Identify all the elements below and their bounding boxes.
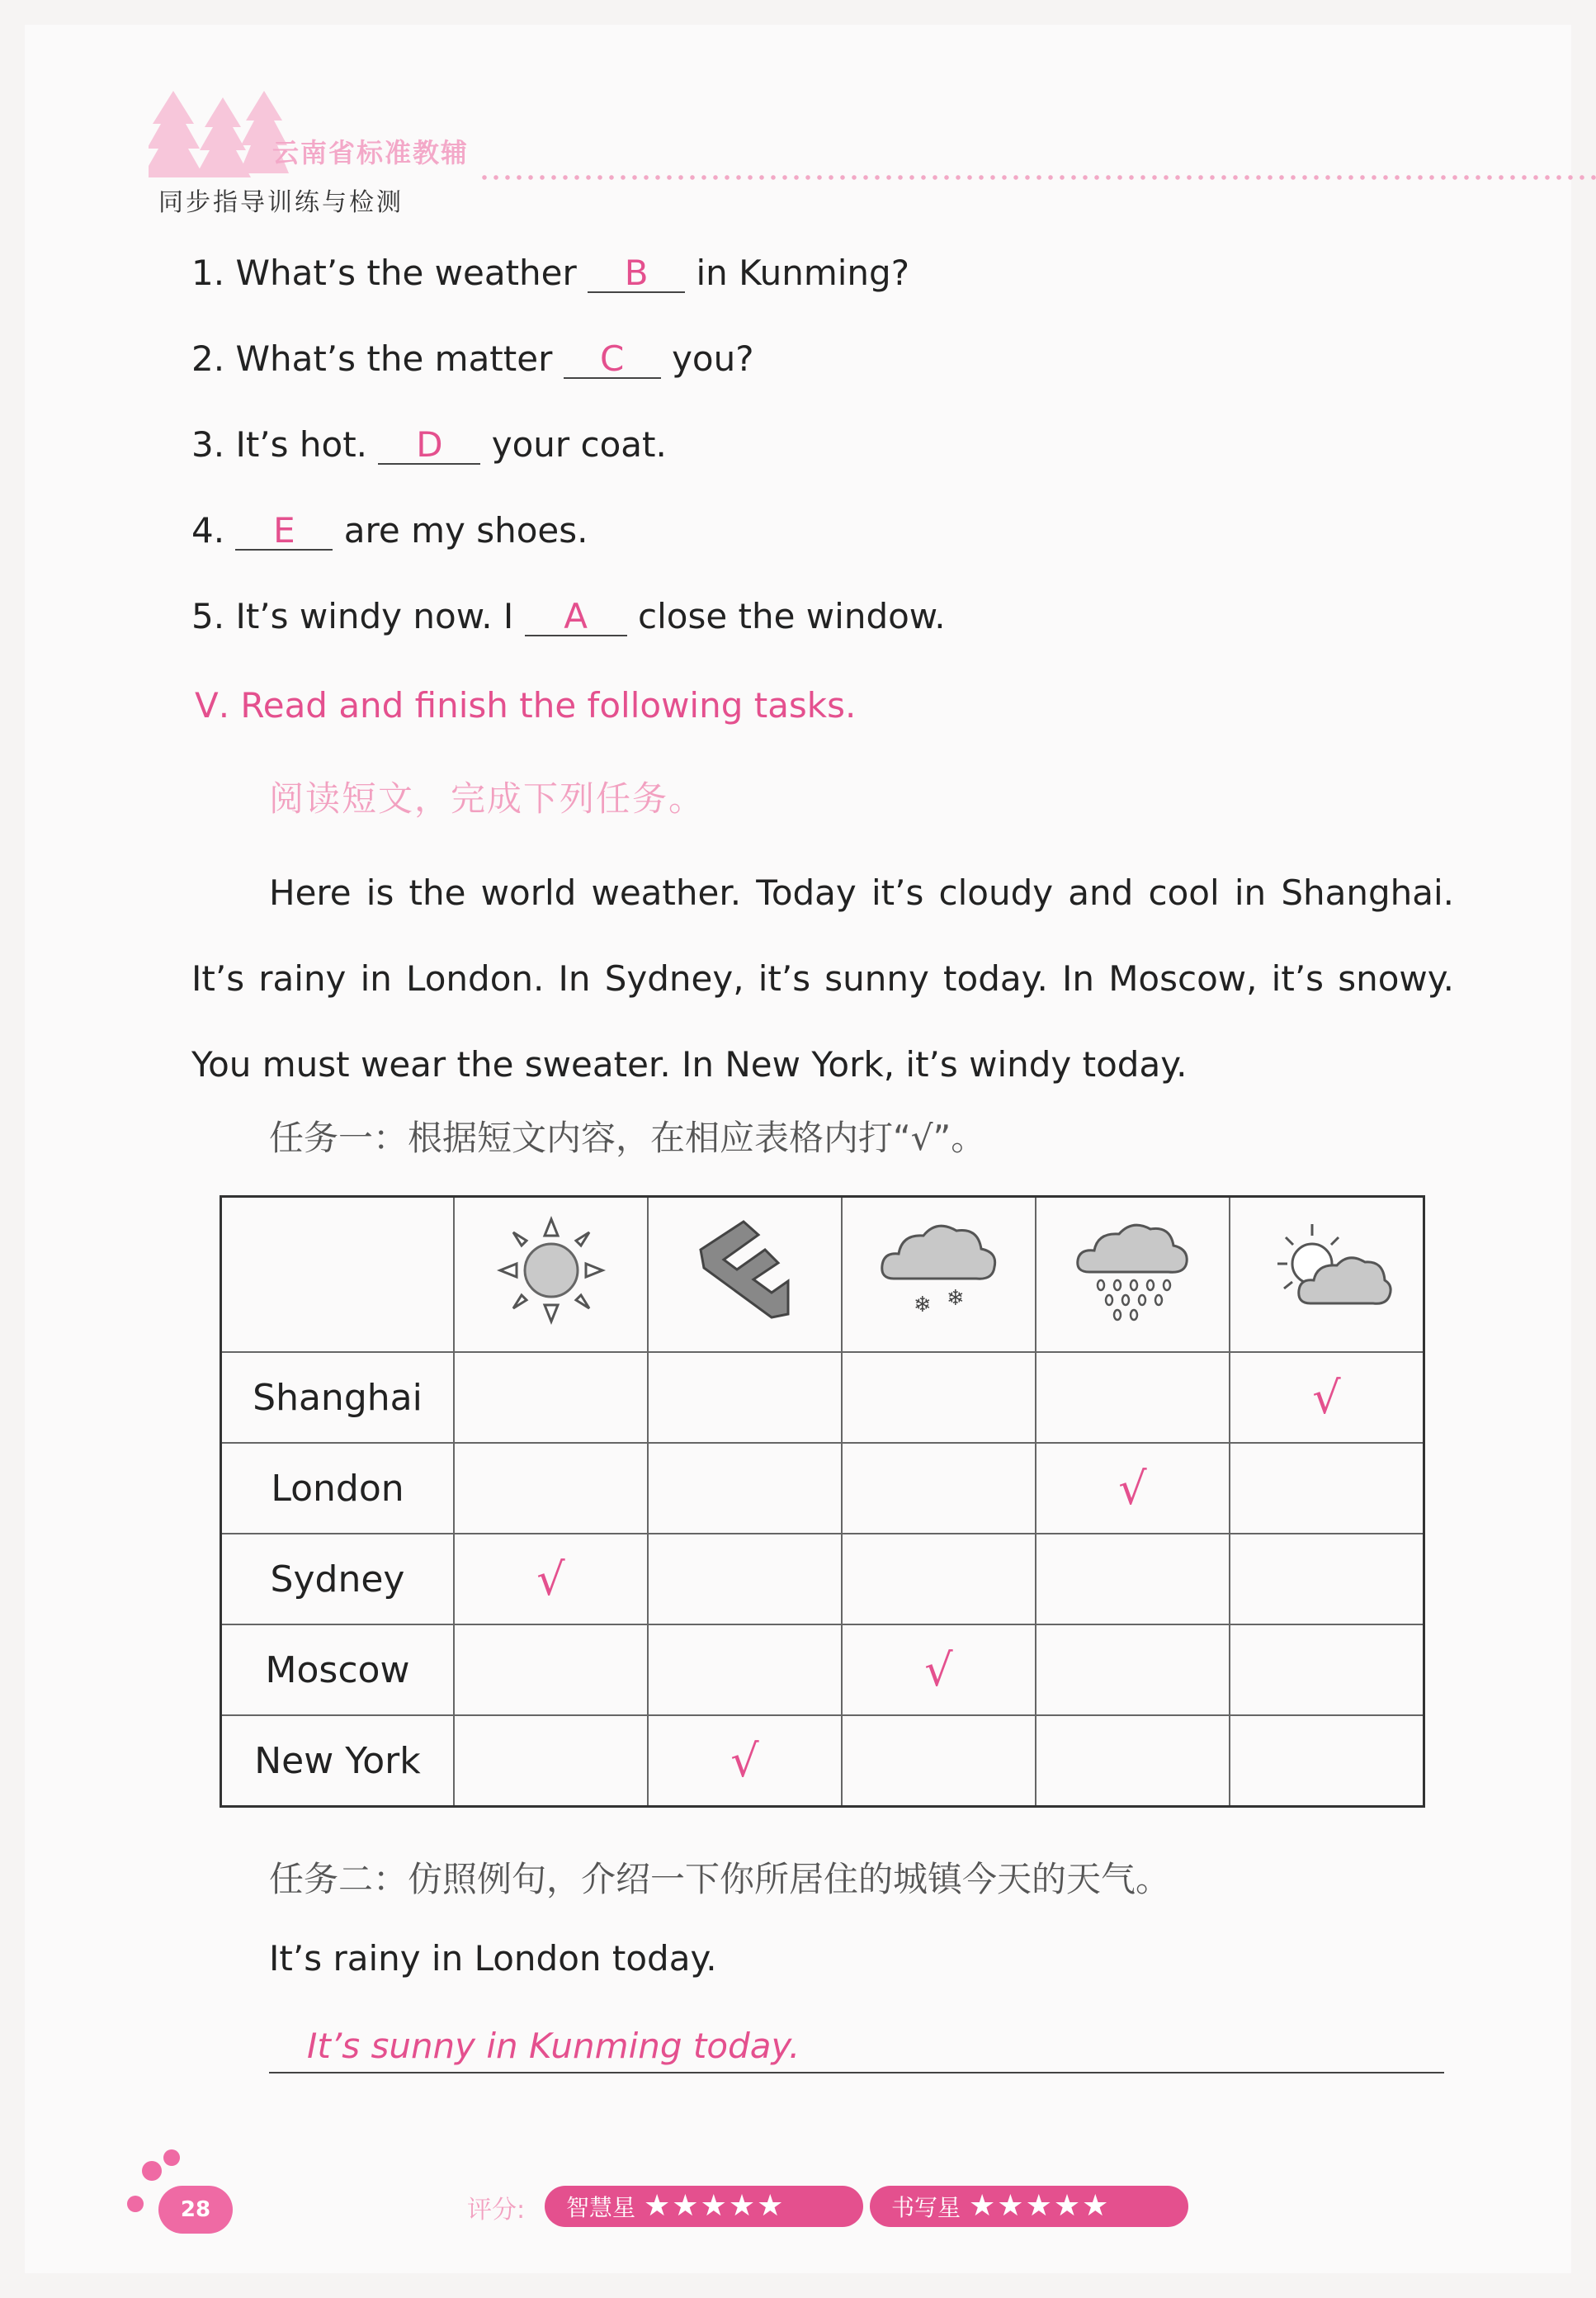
snow-cloud-icon <box>842 1197 1036 1353</box>
question-5: 5. It’s windy now. I A close the window. <box>191 596 946 636</box>
check-cell[interactable] <box>454 1534 648 1624</box>
city-cell: Shanghai <box>221 1352 455 1443</box>
question-4: 4. E are my shoes. <box>191 510 588 551</box>
wisdom-star-badge <box>545 2186 863 2227</box>
check-mark: √ <box>924 1643 953 1696</box>
star-rating[interactable]: ★★★★★ <box>644 2189 786 2223</box>
check-mark: √ <box>536 1553 565 1605</box>
city-cell: Moscow <box>221 1624 455 1715</box>
check-cell[interactable] <box>1230 1534 1424 1624</box>
check-cell[interactable] <box>1036 1715 1230 1807</box>
check-cell[interactable] <box>842 1443 1036 1534</box>
svg-text:❄: ❄ <box>946 1285 965 1311</box>
check-cell[interactable] <box>1036 1534 1230 1624</box>
table-row <box>221 1443 1424 1534</box>
check-cell[interactable] <box>842 1534 1036 1624</box>
task-2-answer: It’s sunny in Kunming today. <box>307 2026 800 2066</box>
check-cell[interactable] <box>1230 1715 1424 1807</box>
answer-blank[interactable]: E <box>235 513 333 551</box>
rain-cloud-icon <box>1036 1197 1230 1353</box>
answer-blank[interactable]: B <box>588 255 685 293</box>
table-row <box>221 1352 1424 1443</box>
check-mark: √ <box>1312 1371 1341 1424</box>
answer-blank[interactable]: A <box>525 598 627 636</box>
svg-text:❄: ❄ <box>913 1292 932 1317</box>
check-cell[interactable] <box>1230 1443 1424 1534</box>
star-rating[interactable]: ★★★★★ <box>969 2189 1111 2223</box>
wind-icon <box>648 1197 842 1353</box>
city-cell: London <box>221 1443 455 1534</box>
task-2-instruction: 任务二：仿照例句，介绍一下你所居住的城镇今天的天气。 <box>269 1859 1171 1899</box>
page-header <box>149 116 1568 215</box>
task-1-instruction: 任务一：根据短文内容，在相应表格内打“√”。 <box>269 1118 986 1158</box>
city-cell: Sydney <box>221 1534 455 1624</box>
answer-blank[interactable]: D <box>378 427 480 465</box>
answer-blank[interactable]: C <box>564 341 661 379</box>
book-subtitle: 同步指导训练与检测 <box>158 188 404 217</box>
sun-cloud-icon <box>1230 1197 1424 1353</box>
check-cell[interactable] <box>454 1715 648 1807</box>
check-cell[interactable] <box>842 1352 1036 1443</box>
table-row <box>221 1715 1424 1807</box>
check-cell[interactable] <box>842 1624 1036 1715</box>
corner-cell <box>221 1197 455 1353</box>
question-2: 2. What’s the matter C you? <box>191 338 754 379</box>
check-cell[interactable] <box>648 1443 842 1534</box>
badge-label: 智慧星 <box>566 2194 636 2221</box>
section-title: Ⅴ. Read and finish the following tasks. <box>195 685 857 726</box>
check-mark: √ <box>730 1734 759 1787</box>
check-cell[interactable] <box>1036 1443 1230 1534</box>
check-cell[interactable] <box>1230 1624 1424 1715</box>
sun-icon <box>454 1197 648 1353</box>
check-mark: √ <box>1118 1462 1147 1515</box>
check-cell[interactable] <box>1036 1624 1230 1715</box>
table-row <box>221 1624 1424 1715</box>
score-label: 评分: <box>467 2196 526 2225</box>
check-cell[interactable] <box>454 1624 648 1715</box>
table-header-row <box>221 1197 1424 1353</box>
city-cell: New York <box>221 1715 455 1807</box>
weather-table <box>220 1195 1425 1808</box>
check-cell[interactable] <box>1036 1352 1230 1443</box>
header-dotted-line <box>479 175 1596 180</box>
question-3: 3. It’s hot. D your coat. <box>191 424 667 465</box>
check-cell[interactable] <box>1230 1352 1424 1443</box>
table-row <box>221 1534 1424 1624</box>
pine-trees-logo-icon <box>149 91 289 182</box>
task-2-example: It’s rainy in London today. <box>269 1938 717 1979</box>
check-cell[interactable] <box>648 1352 842 1443</box>
check-cell[interactable] <box>454 1443 648 1534</box>
page-number: 28 <box>158 2186 233 2234</box>
check-cell[interactable] <box>648 1534 842 1624</box>
check-cell[interactable] <box>454 1352 648 1443</box>
section-subtitle: 阅读短文，完成下列任务。 <box>269 778 706 819</box>
check-cell[interactable] <box>648 1715 842 1807</box>
question-1: 1. What’s the weather B in Kunming? <box>191 253 909 293</box>
reading-passage: Here is the world weather. Today it’s cloudy and cool in Shanghai. It’s rainy in London. In Sydney, it’s sunny today. In Moscow, it’s snowy. You must wear the sweater. In New York, it’s windy today. <box>191 872 1454 1085</box>
writing-star-badge <box>870 2186 1188 2227</box>
check-cell[interactable] <box>648 1624 842 1715</box>
check-cell[interactable] <box>842 1715 1036 1807</box>
task-2-answer-line[interactable] <box>269 2026 1444 2073</box>
badge-label: 书写星 <box>891 2194 961 2221</box>
series-title: 云南省标准教辅 <box>272 137 470 168</box>
